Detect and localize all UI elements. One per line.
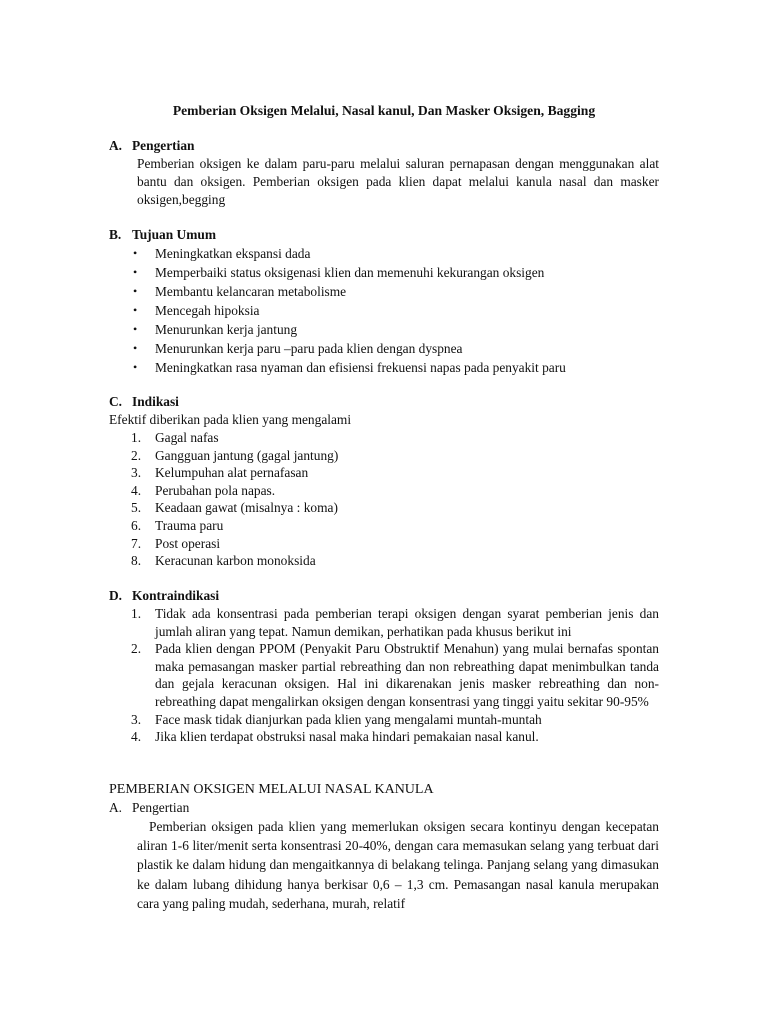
section-tujuan-umum [109,226,659,377]
list-item-text: Kelumpuhan alat pernafasan [155,465,309,481]
bullet-icon: • [133,284,138,298]
section-nasal-kanula [109,781,659,913]
section-letter: B. [109,227,122,242]
bullet-icon: • [133,265,138,279]
list-item-number: 8. [131,553,142,569]
bullet-icon: • [133,303,138,317]
section-title: Kontraindikasi [132,588,220,603]
list-item [109,464,659,482]
list-item [109,728,659,746]
list-item-text: Pada klien dengan PPOM (Penyakit Paru Obstruktif Menahun) yang mulai bernafas spontan maka pemasangan masker partial rebreathing dan non rebreathing dapat menimbulkan tanda dan gejala keracunan oksigen. Hal ini dikarenakan jenis masker rebreathing dan non-rebreathing dapat mengalirkan oksigen dengan konsentrasi yang tinggi yaitu sekitar 90-95% [155,641,659,709]
list-item-number: 5. [131,500,142,516]
list-item-text: Tidak ada konsentrasi pada pemberian terapi oksigen dengan syarat pemberian jenis dan jumlah aliran yang tepat. Namun demikan, perhatikan pada khusus berikut ini [155,606,659,639]
section-letter: A. [109,138,123,153]
list-item [109,482,659,500]
paragraph-text: Pemberian oksigen pada klien yang memerlukan oksigen secara kontinyu dengan kecepatan aliran 1-6 liter/menit serta konsentrasi 20-40%, dengan cara memasukan selang yang terbuat dari plastik ke dalam hidung dan mengaitkannya di belakang telinga. Panjang selang yang dimasukan ke dalam lubang dihidung hanya berkisar 0,6 – 1,3 cm. Pemasangan nasal kanula merupakan cara yang paling mudah, sederhana, murah, relatif [137,819,659,911]
list-item-number: 2. [131,447,142,463]
list-item-text: Menurunkan kerja jantung [155,322,298,337]
bullet-icon: • [133,246,138,260]
section-paragraph: Pemberian oksigen ke dalam paru-paru melalui saluran pernapasan dengan menggunakan alat bantu dan oksigen. Pemberian oksigen pada klien dapat melalui kanula nasal dan masker oksigen,begging [137,156,659,207]
section-kontraindikasi [109,587,659,746]
list-item [109,535,659,553]
section-letter: C. [109,394,123,409]
section-heading [109,226,659,244]
list-item [109,499,659,517]
list-item-number: 4. [131,729,142,745]
list-item [109,263,659,282]
list-item [109,517,659,535]
list-item [109,447,659,465]
list-item-text: Face mask tidak dianjurkan pada klien yang mengalami muntah-muntah [155,711,542,727]
list-item-number: 1. [131,606,142,621]
section-title: Indikasi [132,394,179,409]
section-pengertian [109,137,659,209]
section-title: Tujuan Umum [132,227,216,242]
list-item [109,605,659,640]
section-heading [109,587,659,605]
list-item-text: Gagal nafas [155,430,219,445]
bullet-icon: • [133,341,138,355]
numbered-list [109,429,659,570]
list-item [109,552,659,570]
list-item-text: Keadaan gawat (misalnya : koma) [155,500,338,516]
list-item [109,358,659,377]
section-letter: D. [109,588,123,603]
list-item-number: 6. [131,517,142,533]
bullet-list [109,244,659,377]
list-item-text: Post operasi [155,535,221,551]
list-item [109,640,659,710]
section-title: Pengertian [132,800,190,815]
list-item-text: Meningkatkan rasa nyaman dan efisiensi frekuensi napas pada penyakit paru [155,360,566,375]
subsection-heading [109,799,659,817]
list-item-number: 4. [131,482,142,498]
list-item [109,282,659,301]
list-item-text: Perubahan pola napas. [155,482,276,498]
list-item-text: Gangguan jantung (gagal jantung) [155,447,339,463]
list-item-number: 3. [131,711,142,727]
list-item-text: Keracunan karbon monoksida [155,553,316,569]
section-intro: Efektif diberikan pada klien yang mengalami [109,412,352,427]
bullet-icon: • [133,360,138,374]
list-item-text: Memperbaiki status oksigenasi klien dan memenuhi kekurangan oksigen [155,265,545,280]
list-item-number: 2. [131,641,142,657]
list-item [109,320,659,339]
section-letter: A. [109,800,123,815]
section-paragraph [109,817,659,913]
section-title: Pengertian [132,138,195,153]
list-item-number: 3. [131,465,142,481]
list-item [109,244,659,263]
list-item [109,301,659,320]
list-item [109,429,659,447]
list-item-text: Jika klien terdapat obstruksi nasal maka hindari pemakaian nasal kanul. [155,729,539,745]
section-heading [109,137,659,155]
list-item-text: Membantu kelancaran metabolisme [155,284,347,299]
list-item [109,339,659,358]
chapter-heading: PEMBERIAN OKSIGEN MELALUI NASAL KANULA [109,782,434,797]
list-item-number: 7. [131,535,142,551]
document-title: Pemberian Oksigen Melalui, Nasal kanul, Dan Masker Oksigen, Bagging [172,103,596,118]
section-heading [109,393,659,411]
numbered-list [109,605,659,746]
section-indikasi [109,393,659,570]
list-item-text: Trauma paru [155,517,224,533]
list-item-text: Mencegah hipoksia [155,303,260,318]
list-item-text: Meningkatkan ekspansi dada [155,246,311,261]
list-item-text: Menurunkan kerja paru –paru pada klien dengan dyspnea [155,341,463,356]
list-item [109,711,659,729]
list-item-number: 1. [131,430,142,445]
bullet-icon: • [133,322,138,336]
